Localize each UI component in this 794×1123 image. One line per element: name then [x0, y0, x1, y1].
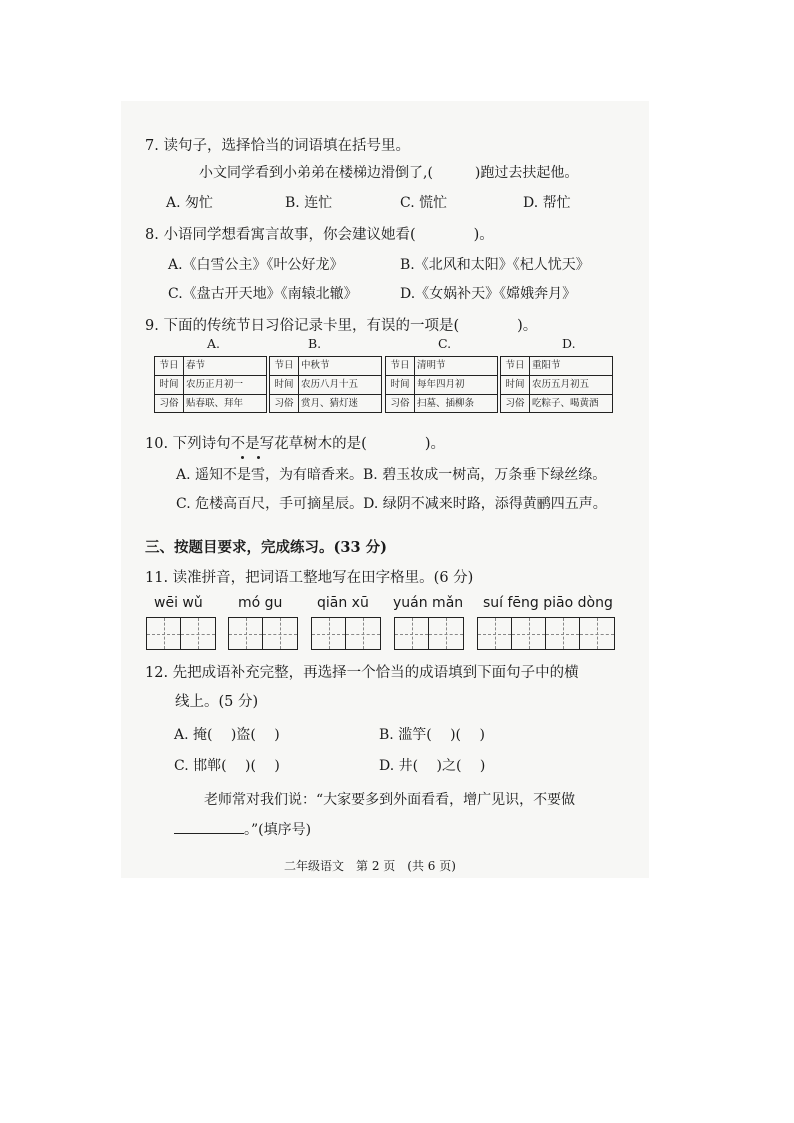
- q7-option-c: C. 慌忙: [400, 195, 448, 211]
- festival-card-a: [154, 356, 267, 413]
- answer-blank[interactable]: [174, 819, 244, 834]
- grid-cell[interactable]: [478, 618, 512, 649]
- grid-cell[interactable]: [181, 618, 215, 649]
- grid-cell[interactable]: [429, 618, 463, 649]
- tianzi-grid-1[interactable]: [146, 617, 216, 650]
- q12-sentence-end: [174, 819, 311, 839]
- grid-cell[interactable]: [580, 618, 614, 649]
- page-footer: 二年级语文 第 2 页 (共 6 页): [284, 859, 456, 873]
- festival-card-b: [269, 356, 382, 413]
- card-key: 节日: [386, 357, 415, 375]
- card-value: 重阳节: [532, 360, 561, 371]
- q7-option-a: A. 匆忙: [166, 195, 214, 211]
- grid-cell[interactable]: [312, 618, 346, 649]
- pinyin-5: suí fēng piāo dòng: [483, 595, 613, 611]
- q12-option-d: D. 井( )之( ): [379, 758, 486, 774]
- tianzi-grid-3[interactable]: [311, 617, 381, 650]
- card-key: 时间: [501, 376, 530, 394]
- q10-line-1: A. 遥知不是雪，为有暗香来。B. 碧玉妆成一树高，万条垂下绿丝绦。: [176, 467, 607, 483]
- card-value: 农历五月初五: [532, 379, 590, 390]
- card-value: 中秋节: [301, 360, 330, 371]
- q9-card-c-letter: C.: [438, 336, 452, 351]
- festival-card-c: [385, 356, 498, 413]
- q12-option-c: C. 邯郸( )( ): [174, 758, 280, 774]
- grid-cell[interactable]: [346, 618, 380, 649]
- q10-line-2: C. 危楼高百尺，手可摘星辰。D. 绿阴不减来时路，添得黄鹂四五声。: [176, 496, 607, 512]
- card-value: 春节: [186, 360, 206, 371]
- card-value: 每年四月初: [417, 379, 465, 390]
- pinyin-4: yuán mǎn: [393, 595, 464, 611]
- card-key: 时间: [155, 376, 184, 394]
- grid-cell[interactable]: [229, 618, 263, 649]
- q8-option-a: A.《白雪公主》《叶公好龙》: [168, 257, 344, 273]
- q7-option-b: B. 连忙: [285, 195, 333, 211]
- card-key: 时间: [386, 376, 415, 394]
- card-value: 贴春联、拜年: [186, 398, 244, 409]
- card-value: 赏月、猜灯迷: [301, 398, 359, 409]
- card-value: 农历八月十五: [301, 379, 359, 390]
- grid-cell[interactable]: [263, 618, 297, 649]
- q8-option-b: B.《北风和太阳》《杞人忧天》: [400, 257, 590, 273]
- q10-stem: 10. 下列诗句不是写花草树木的是( )。: [145, 436, 445, 452]
- card-key: 节日: [501, 357, 530, 375]
- q9-card-b-letter: B.: [308, 336, 322, 351]
- card-key: 节日: [155, 357, 184, 375]
- q12-sentence: 老师常对我们说：“大家要多到外面看看，增广见识，不要做: [204, 792, 576, 808]
- tianzi-grid-2[interactable]: [228, 617, 298, 650]
- grid-cell[interactable]: [546, 618, 580, 649]
- emphasis-dot: [257, 456, 260, 459]
- card-value: 农历正月初一: [186, 379, 244, 390]
- q12-option-a: A. 掩( )盗( ): [174, 727, 280, 743]
- q12-sentence-tail: 。”(填序号): [244, 822, 312, 838]
- q8-option-d: D.《女娲补天》《嫦娥奔月》: [400, 286, 577, 302]
- q7-stem: 7. 读句子，选择恰当的词语填在括号里。: [145, 138, 410, 154]
- q9-stem: 9. 下面的传统节日习俗记录卡里，有误的一项是( )。: [145, 318, 538, 334]
- q11-stem: 11. 读准拼音，把词语工整地写在田字格里。(6 分): [145, 570, 474, 586]
- q12-option-b: B. 滥竽( )( ): [379, 727, 485, 743]
- exam-page: [121, 101, 649, 878]
- card-key: 习俗: [270, 395, 299, 413]
- grid-cell[interactable]: [395, 618, 429, 649]
- section-3-heading: 三、按题目要求，完成练习。(33 分): [145, 539, 387, 556]
- q12-stem: 12. 先把成语补充完整，再选择一个恰当的成语填到下面句子中的横: [145, 665, 579, 681]
- emphasis-dot: [241, 456, 244, 459]
- festival-card-d: [500, 356, 613, 413]
- card-value: 扫墓、插柳条: [417, 398, 475, 409]
- card-key: 时间: [270, 376, 299, 394]
- tianzi-grid-5[interactable]: [477, 617, 615, 650]
- pinyin-3: qiān xū: [317, 595, 369, 611]
- card-value: 吃粽子、喝黄酒: [532, 398, 599, 409]
- q7-sentence: 小文同学看到小弟弟在楼梯边滑倒了,( )跑过去扶起他。: [199, 165, 579, 181]
- q9-card-a-letter: A.: [207, 336, 221, 351]
- card-key: 节日: [270, 357, 299, 375]
- q9-card-d-letter: D.: [562, 336, 576, 351]
- tianzi-grid-4[interactable]: [394, 617, 464, 650]
- q8-option-c: C.《盘古开天地》《南辕北辙》: [168, 286, 358, 302]
- card-key: 习俗: [155, 395, 184, 413]
- grid-cell[interactable]: [147, 618, 181, 649]
- card-key: 习俗: [501, 395, 530, 413]
- q7-option-d: D. 帮忙: [523, 195, 571, 211]
- q12-stem-cont: 线上。(5 分): [175, 694, 259, 710]
- pinyin-1: wēi wǔ: [154, 595, 203, 611]
- grid-cell[interactable]: [512, 618, 546, 649]
- card-value: 清明节: [417, 360, 446, 371]
- q8-stem: 8. 小语同学想看寓言故事，你会建议她看( )。: [145, 227, 494, 243]
- card-key: 习俗: [386, 395, 415, 413]
- pinyin-2: mó gu: [238, 595, 283, 611]
